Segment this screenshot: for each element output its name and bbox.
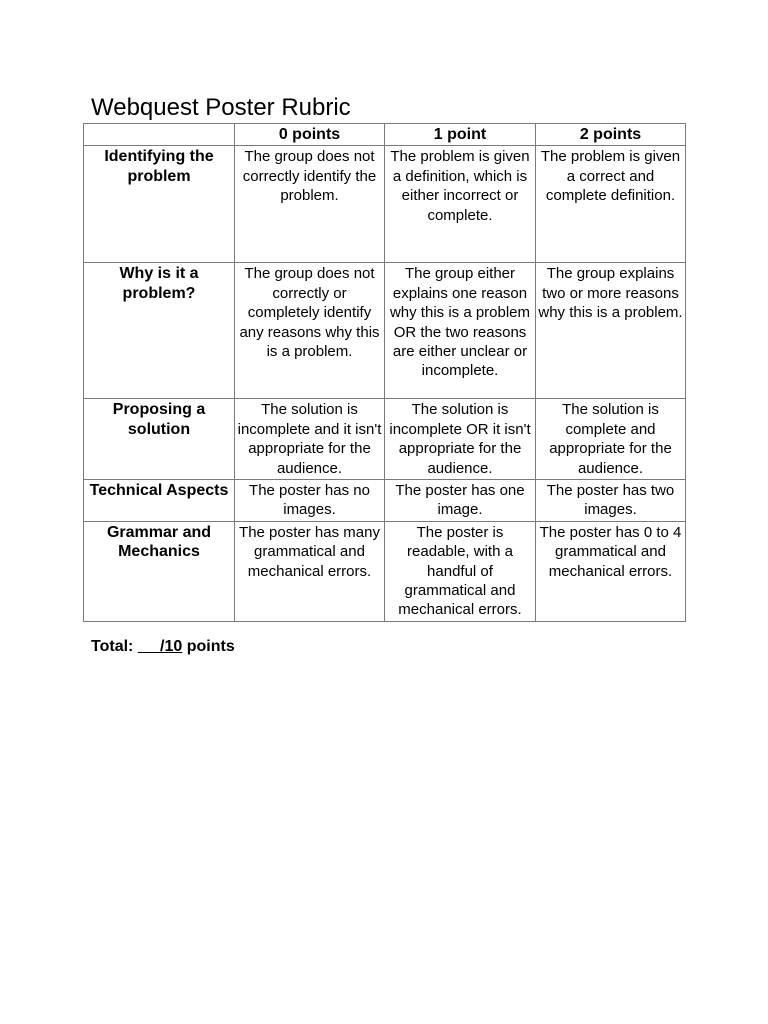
table-cell: The group explains two or more reasons why this is a problem. bbox=[536, 263, 686, 399]
table-cell: The group either explains one reason why this is a problem OR the two reasons are either unclear or incomplete. bbox=[385, 263, 536, 399]
criterion-cell: Technical Aspects bbox=[84, 480, 235, 522]
table-header-row bbox=[84, 124, 686, 146]
total-suffix: points bbox=[186, 638, 235, 655]
table-cell: The poster has no images. bbox=[235, 480, 385, 522]
criterion-cell: Identifying the problem bbox=[84, 146, 235, 263]
criterion-cell: Why is it a problem? bbox=[84, 263, 235, 399]
table-cell: The solution is incomplete and it isn't appropriate for the audience. bbox=[235, 399, 385, 480]
table-cell: The solution is complete and appropriate for the audience. bbox=[536, 399, 686, 480]
column-header: 0 points bbox=[235, 124, 385, 146]
table-row bbox=[84, 263, 686, 399]
table-cell: The problem is given a correct and complete definition. bbox=[536, 146, 686, 263]
table-row bbox=[84, 521, 686, 621]
rubric-table bbox=[83, 123, 686, 622]
column-header: 2 points bbox=[536, 124, 686, 146]
total-label: Total: bbox=[91, 638, 134, 655]
page-title: Webquest Poster Rubric bbox=[91, 94, 351, 121]
column-header: 1 point bbox=[385, 124, 536, 146]
table-cell: The poster has many grammatical and mechanical errors. bbox=[235, 521, 385, 621]
score-blank: /10 bbox=[137, 638, 183, 655]
table-cell: The group does not correctly identify the problem. bbox=[235, 146, 385, 263]
table-cell: The poster has one image. bbox=[385, 480, 536, 522]
criterion-cell: Grammar and Mechanics bbox=[84, 521, 235, 621]
total-score-line bbox=[91, 637, 235, 657]
table-cell: The solution is incomplete OR it isn't appropriate for the audience. bbox=[385, 399, 536, 480]
table-cell: The poster is readable, with a handful of grammatical and mechanical errors. bbox=[385, 521, 536, 621]
table-row bbox=[84, 399, 686, 480]
table-row bbox=[84, 480, 686, 522]
table-row bbox=[84, 146, 686, 263]
criterion-cell: Proposing a solution bbox=[84, 399, 235, 480]
table-cell: The problem is given a definition, which is either incorrect or complete. bbox=[385, 146, 536, 263]
table-cell: The poster has 0 to 4 grammatical and mechanical errors. bbox=[536, 521, 686, 621]
column-header bbox=[84, 124, 235, 146]
table-cell: The group does not correctly or completely identify any reasons why this is a problem. bbox=[235, 263, 385, 399]
table-cell: The poster has two images. bbox=[536, 480, 686, 522]
